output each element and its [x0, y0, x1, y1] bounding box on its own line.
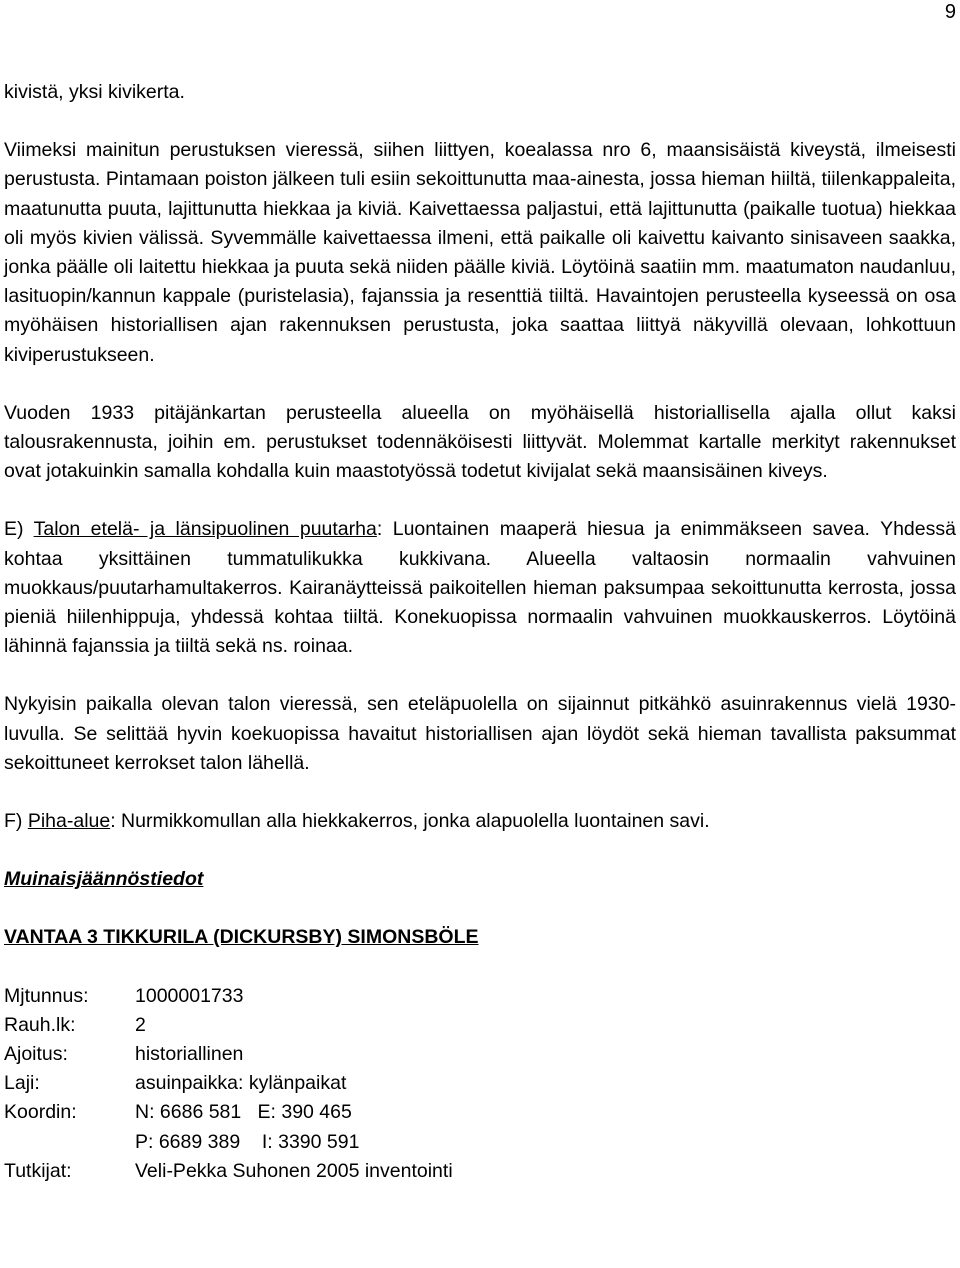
metadata-row	[4, 982, 956, 1011]
section-heading: Muinaisjäännöstiedot	[4, 868, 204, 891]
paragraph-yard	[4, 807, 956, 836]
metadata-value: Veli-Pekka Suhonen 2005 inventointi	[135, 1159, 453, 1182]
page-number: 9	[944, 1, 956, 23]
metadata-row	[4, 1040, 956, 1069]
yard-text: : Nurmikkomullan alla hiekkakerros, jonka alapuolella luontainen savi.	[110, 810, 710, 833]
metadata-label: Koordin:	[4, 1101, 77, 1124]
metadata-label: Rauh.lk:	[4, 1013, 76, 1036]
metadata-label	[4, 1128, 135, 1157]
metadata-label: Mjtunnus:	[4, 984, 89, 1007]
garden-term: Talon etelä- ja länsipuolinen puutarha	[33, 518, 377, 541]
item-marker-f: F)	[4, 810, 28, 833]
site-heading: VANTAA 3 TIKKURILA (DICKURSBY) SIMONSBÖLE	[4, 926, 479, 949]
metadata-row	[4, 1069, 956, 1098]
paragraph-continuation: kivistä, yksi kivikerta.	[4, 81, 185, 103]
metadata-row	[4, 1098, 956, 1127]
metadata-row	[4, 1011, 956, 1040]
paragraph-foundation: Viimeksi mainitun perustuksen vieressä, siihen liittyen, koealassa nro 6, maansisäistä kiveystä, ilmeisesti perustusta. Pintamaan poiston jälkeen tuli esiin sekoittunutta maa-ainesta, jossa hieman hiiltä, tiilenkappaleita, maatunutta puuta, lajittunutta hiekkaa ja kiviä. Kaivettaessa paljastui, että lajittunutta (paikalle tuotua) hiekkaa oli myös kivien välissä. Syvemmälle kaivettaessa ilmeni, että paikalle oli kaivettu kaivanto sinisaveen saakka, jonka päälle oli laitettu hiekkaa ja puuta sekä niiden päälle kiviä. Löytöinä saatiin mm. maatumaton naudanluu, lasituopin/kannun kappale (puristelasia), fajanssia ja resenttiä tiiltä. Havaintojen perusteella kyseessä on osa myöhäisen historiallisen ajan rakennuksen perustusta, joka saattaa liittyä näkyvillä olevaan, lohkottuun kiviperustukseen.	[4, 139, 956, 366]
metadata-value: 2	[135, 1013, 146, 1036]
paragraph-current-house: Nykyisin paikalla olevan talon vieressä, sen eteläpuolella on sijainnut pitkähkö asuinrakennus vielä 1930-luvulla. Se selittää hyvin koekuopissa havaitut historiallisen ajan löydöt sekä hieman tavallista paksummat sekoittuneet kerrokset talon lähellä.	[4, 693, 956, 774]
metadata-value: P: 6689 389 I: 3390 591	[135, 1130, 360, 1153]
paragraph-map-1933: Vuoden 1933 pitäjänkartan perusteella alueella on myöhäisellä historiallisella ajalla ollut kaksi talousrakennusta, joihin em. perustukset todennäköisesti liittyvät. Molemmat kartalle merkityt rakennukset ovat jotakuinkin samalla kohdalla kuin maastotyössä todetut kivijalat sekä maansisäinen kiveys.	[4, 401, 956, 483]
metadata-label: Ajoitus:	[4, 1043, 68, 1066]
document-body	[4, 78, 956, 1186]
metadata-value: historiallinen	[135, 1043, 244, 1066]
metadata-value: N: 6686 581 E: 390 465	[135, 1101, 352, 1124]
metadata-value: asuinpaikka: kylänpaikat	[135, 1072, 347, 1095]
yard-term: Piha-alue	[27, 810, 111, 833]
metadata-row	[4, 1128, 956, 1157]
garden-text: : Luontainen maaperä hiesua ja enimmäkseen savea. Yhdessä kohtaa yksittäinen tummatulikukka kukkivana. Alueella valtaosin normaalin vahvuinen muokkaus/puutarhamultakerros. Kairanäytteissä paikoitellen hieman paksumpaa sekoittunutta kerrosta, jossa pieniä hiilenhippuja, yhdessä kohtaa tiiltä. Konekuopissa normaalin vahvuinen muokkauskerros. Löytöinä lähinnä fajanssia ja tiiltä sekä ns. roinaa.	[4, 518, 956, 658]
metadata-row	[4, 1157, 956, 1186]
metadata-value: 1000001733	[135, 984, 244, 1007]
metadata-label: Tutkijat:	[4, 1159, 72, 1182]
metadata-label: Laji:	[4, 1072, 40, 1095]
site-metadata	[4, 982, 956, 1186]
paragraph-garden	[4, 515, 956, 661]
item-marker-e: E)	[4, 518, 34, 541]
